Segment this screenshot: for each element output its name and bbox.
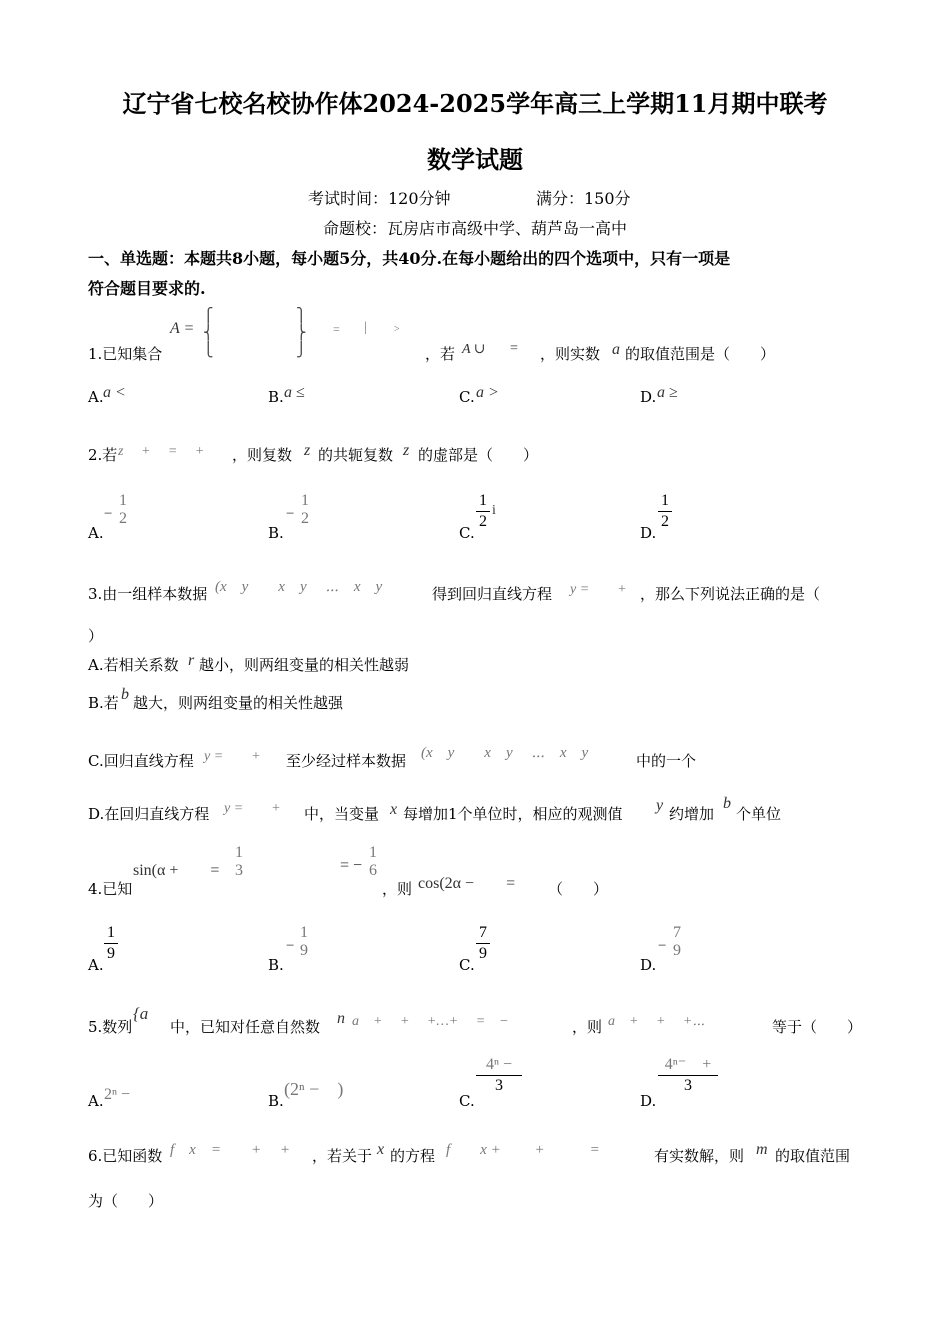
- q6-mid2: 的方程: [390, 1147, 436, 1165]
- q1-option-d-label: D.: [640, 388, 657, 406]
- q6-mid3: 有实数解，则: [654, 1147, 745, 1165]
- q2-option-b-label: B.: [268, 524, 284, 542]
- q3-mid: 得到回归直线方程: [432, 585, 553, 603]
- q4-suffix: （ ）: [548, 880, 609, 898]
- q4-option-b-fraction: [297, 924, 311, 960]
- section-heading-line2: 符合题目要求的.: [88, 279, 206, 298]
- q1-option-a-math: a <: [103, 384, 126, 401]
- q5-option-c-bar: [476, 1075, 522, 1076]
- q6-eq-math: f x + + =: [446, 1142, 600, 1158]
- q3-eq-math: y = +: [570, 582, 627, 597]
- q5-option-b-label: B.: [268, 1092, 284, 1110]
- q4-cos-math: cos(2α − =: [418, 875, 516, 892]
- q3-option-d-math: y = +: [224, 801, 281, 816]
- q3-option-d-mid: 中，当变量: [304, 805, 380, 823]
- q3-option-c-data: (x y x y ⋯ x y: [421, 745, 589, 761]
- q3-option-a-var: r: [188, 652, 195, 669]
- q1-option-b-math: a ≤: [284, 384, 305, 401]
- q5-option-d-num: 4ⁿ⁻ +: [664, 1056, 712, 1073]
- q3-option-d-tail: 个单位: [736, 805, 782, 823]
- q4-fraction-2-num: 1: [369, 844, 377, 861]
- q1-option-d-math: a ≥: [657, 384, 678, 401]
- q6-line2: 为（ ）: [88, 1192, 164, 1210]
- q5-option-d-fraction: [658, 1056, 718, 1095]
- q5-option-d-bar: [658, 1075, 718, 1076]
- q2-var-z2: z: [403, 442, 410, 459]
- q1-right-brace: ⎫ ⎬ ⎭: [296, 309, 307, 358]
- q4-option-c-den: 9: [479, 945, 487, 962]
- q5-prefix: 5.数列: [88, 1018, 133, 1036]
- q4-option-b-label: B.: [268, 956, 284, 974]
- q2-mid: ，则复数: [232, 446, 293, 464]
- page-title: 辽宁省七校名校协作体2024-2025学年高三上学期11月期中联考: [122, 89, 828, 118]
- q2-option-d-num: 1: [661, 492, 669, 509]
- q5-option-c-num: 4ⁿ −: [485, 1056, 513, 1073]
- q3-line2: ）: [88, 627, 104, 645]
- q1-math-eq: =: [333, 322, 340, 336]
- q5-var-n: n: [337, 1010, 345, 1027]
- q1-math-union: A ∪: [462, 342, 486, 357]
- q5-option-c-fraction: [476, 1056, 522, 1095]
- q2-option-c-tail: i: [492, 503, 496, 518]
- q6-mid: ，若关于: [312, 1147, 373, 1165]
- exam-time: 考试时间：120分钟: [308, 189, 451, 208]
- q4-option-c-fraction: [476, 924, 490, 963]
- q2-option-c-label: C.: [459, 524, 475, 542]
- q2-option-b-den: 2: [301, 510, 309, 527]
- q3-suffix: ，那么下列说法正确的是（: [640, 585, 821, 603]
- q2-prefix: 2.若: [88, 446, 118, 464]
- q2-option-a-fraction: [116, 492, 130, 528]
- q2-option-b-num: 1: [301, 492, 309, 509]
- q2-var-z1: z: [304, 442, 311, 459]
- q4-prefix: 4.已知: [88, 880, 133, 898]
- q1-option-b-label: B.: [268, 388, 284, 406]
- q4-fraction-1-den: 3: [235, 862, 243, 879]
- q3-option-b-var: b: [121, 686, 129, 703]
- q2-suffix: 的虚部是（ ）: [418, 446, 539, 464]
- q5-mid: 中，已知对任意自然数: [170, 1018, 321, 1036]
- q4-fraction-1: [232, 844, 246, 880]
- q3-option-c-tail: 中的一个: [636, 752, 697, 770]
- q5-option-a-math: 2ⁿ −: [104, 1086, 131, 1103]
- q4-option-a-bar: [104, 943, 118, 944]
- q3-option-d-mid2: 每增加1个单位时，相应的观测值: [403, 805, 623, 823]
- q2-option-d-den: 2: [661, 513, 669, 530]
- q4-fraction-2: [366, 844, 380, 880]
- q4-eq2: = −: [340, 857, 363, 874]
- q2-math: z + = +: [118, 444, 205, 459]
- q1-option-c-math: a >: [476, 384, 499, 401]
- q4-option-c-bar: [476, 943, 490, 944]
- q4-option-a-den: 9: [107, 945, 115, 962]
- q3-option-d-mid3: 约增加: [669, 805, 715, 823]
- q1-left-brace: ⎧ ⎨ ⎩: [203, 309, 214, 358]
- q2-option-c-den: 2: [479, 513, 487, 530]
- q4-option-c-label: C.: [459, 956, 475, 974]
- q4-option-a-num: 1: [107, 924, 115, 941]
- q3-option-b-tail: 越大，则两组变量的相关性越强: [133, 694, 344, 712]
- q5-option-d-den: 3: [684, 1077, 692, 1094]
- full-score: 满分：150分: [536, 189, 631, 208]
- q2-mid2: 的共轭复数: [318, 446, 394, 464]
- q4-option-a-label: A.: [88, 956, 104, 974]
- q1-mid: ，若: [425, 345, 456, 363]
- q4-fraction-1-num: 1: [235, 844, 243, 861]
- q3-option-d-var-x: x: [390, 801, 398, 818]
- q3-prefix: 3.由一组样本数据: [88, 585, 208, 603]
- q4-option-b-den: 9: [300, 942, 308, 959]
- q1-suffix-a: ，则实数: [540, 345, 601, 363]
- q5-option-c-label: C.: [459, 1092, 475, 1110]
- q5-option-b-math: (2ⁿ − ): [284, 1079, 344, 1099]
- q4-option-d-num: 7: [673, 924, 681, 941]
- q2-option-a-num: 1: [119, 492, 127, 509]
- q4-fraction-2-den: 6: [369, 862, 377, 879]
- q2-option-a-label: A.: [88, 524, 104, 542]
- q3-option-b-text: B.若: [88, 694, 119, 712]
- q2-option-d-label: D.: [640, 524, 657, 542]
- q4-option-a-fraction: [104, 924, 118, 963]
- q5-mid2: ，则: [572, 1018, 603, 1036]
- page-subtitle: 数学试题: [427, 145, 523, 174]
- q5-option-c-den: 3: [495, 1077, 503, 1094]
- q4-sin-math: sin(α + =: [133, 862, 220, 879]
- q2-option-c-num: 1: [479, 492, 487, 509]
- q6-suffix: 的取值范围: [775, 1147, 851, 1165]
- q4-option-b-sign: −: [286, 938, 295, 954]
- q1-suffix-b: 的取值范围是（ ）: [625, 345, 776, 363]
- q2-option-d-bar: [658, 511, 672, 512]
- q3-option-a-tail: 越小，则两组变量的相关性越弱: [199, 656, 410, 674]
- q5-suffix: 等于（ ）: [772, 1018, 863, 1036]
- q5-option-d-label: D.: [640, 1092, 657, 1110]
- q4-mid: ，则: [382, 880, 413, 898]
- q2-option-c-bar: [476, 511, 490, 512]
- q1-option-a-label: A.: [88, 388, 104, 406]
- q3-option-c-mid: 至少经过样本数据: [286, 752, 407, 770]
- q3-option-c-text: C.回归直线方程: [88, 752, 194, 770]
- q5-sum-math: a + + +…+ = −: [352, 1014, 509, 1029]
- q4-option-d-fraction: [670, 924, 684, 960]
- q3-data-math: (x y x y ⋯ x y: [215, 579, 383, 595]
- q5-option-a-label: A.: [88, 1092, 104, 1110]
- q6-var-m: m: [756, 1141, 768, 1158]
- q4-option-d-label: D.: [640, 956, 657, 974]
- q2-option-d-fraction: [658, 492, 672, 531]
- q4-option-d-den: 9: [673, 942, 681, 959]
- q3-option-d-var-y: y: [656, 797, 664, 814]
- schools: 命题校：瓦房店市高级中学、葫芦岛一高中: [322, 219, 627, 238]
- q5-seq-math: {a: [133, 1004, 149, 1023]
- q6-var-x: x: [377, 1141, 385, 1158]
- q3-option-d-text: D.在回归直线方程: [88, 805, 210, 823]
- section-heading-line1: 一、单选题：本题共8小题，每小题5分，共40分.在每小题给出的四个选项中，只有一项是: [88, 249, 731, 268]
- q4-option-c-num: 7: [479, 924, 487, 941]
- q1-prefix: 1.已知集合: [88, 345, 163, 363]
- q1-math-bar: |: [364, 320, 367, 335]
- q6-f-math: f x = + +: [170, 1142, 290, 1158]
- q1-math-eq2: =: [510, 341, 518, 356]
- q1-option-c-label: C.: [459, 388, 475, 406]
- q4-option-d-sign: −: [658, 938, 667, 954]
- q1-math-gt: >: [394, 324, 400, 335]
- q2-option-b-fraction: [298, 492, 312, 528]
- q2-option-a-sign: −: [104, 506, 113, 522]
- q3-option-a-text: A.若相关系数: [88, 656, 179, 674]
- q2-option-c-fraction: [476, 492, 490, 531]
- q2-option-b-sign: −: [286, 506, 295, 522]
- q1-math-set-a: A =: [170, 320, 195, 337]
- q4-option-b-num: 1: [300, 924, 308, 941]
- q5-sum2-math: a + + +⋯: [608, 1014, 705, 1029]
- q6-prefix: 6.已知函数: [88, 1147, 163, 1165]
- q2-option-a-den: 2: [119, 510, 127, 527]
- q1-var-a: a: [612, 341, 620, 358]
- q3-option-d-var-b: b: [723, 795, 731, 812]
- q3-option-c-math: y = +: [204, 749, 261, 764]
